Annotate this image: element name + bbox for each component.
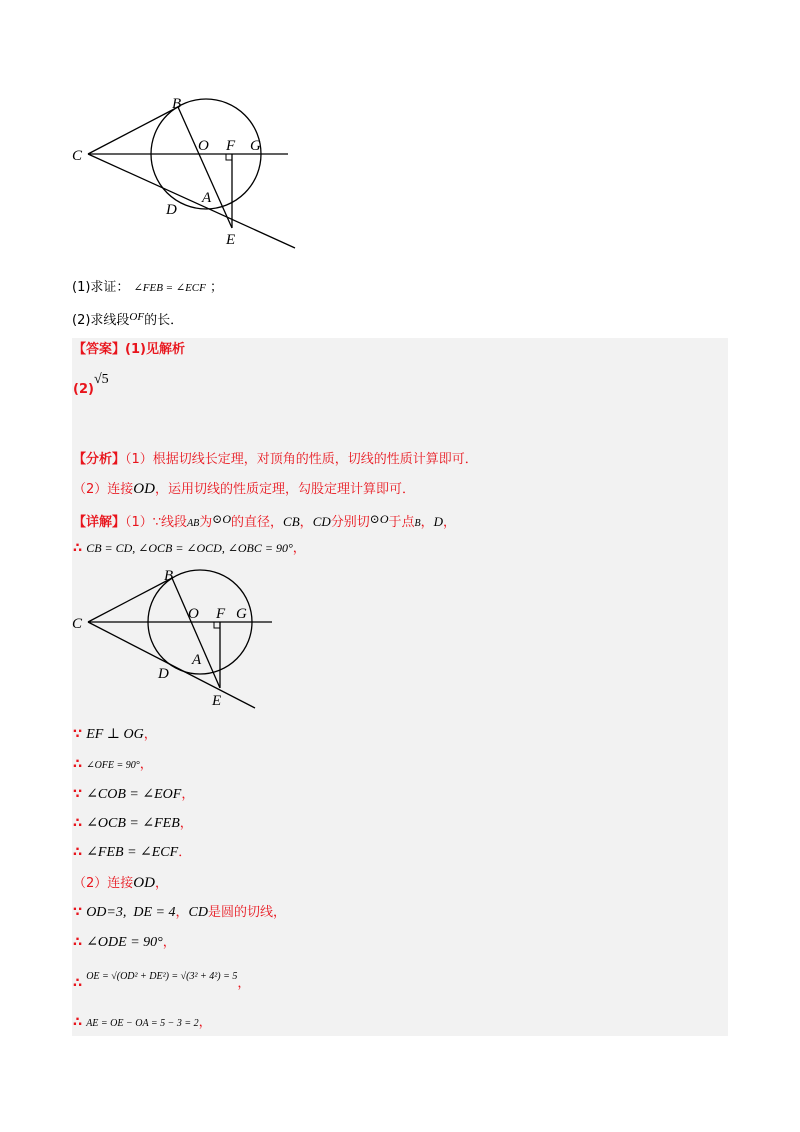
label-o-2: O: [188, 606, 199, 622]
question-1: (1)求证： ∠FEB = ∠ECF ；: [72, 280, 224, 295]
label-o: O: [198, 138, 209, 154]
answer-line-2: (2)√5: [73, 372, 109, 397]
label-f-2: F: [216, 606, 226, 622]
detail-line-8: （2）连接OD，: [73, 875, 168, 891]
question-2: (2)求线段$^{OF}$的长．: [72, 311, 184, 328]
detail-line-5: ∵ ∠COB = ∠EOF，: [73, 787, 195, 802]
detail-line-12: ∴ AE = OE − OA = 5 − 3 = 2，: [73, 1015, 212, 1030]
tangent-cb-2: [88, 578, 172, 622]
label-f: F: [226, 138, 236, 154]
analysis-line-2: （2）连接OD，运用切线的性质定理，勾股定理计算即可．: [73, 481, 415, 497]
analysis-line-1: 【分析】（1）根据切线长定理，对顶角的性质，切线的性质计算即可．: [73, 452, 478, 467]
detail-line-7: ∴ ∠FEB = ∠ECF．: [73, 845, 192, 860]
label-b-2: B: [164, 568, 174, 584]
label-c: C: [72, 148, 83, 164]
detail-line-4: ∴ ∠OFE = 90°，: [73, 757, 153, 772]
geometry-figure-top: [60, 90, 300, 255]
tangent-ce: [88, 154, 295, 248]
geometry-figure-detail: [60, 562, 300, 712]
right-angle-mark: [226, 154, 232, 160]
diameter-be: [178, 107, 232, 228]
label-e: E: [226, 232, 236, 248]
tangent-cb: [88, 107, 178, 154]
q2-math: OF: [129, 311, 145, 323]
answer-sqrt5: √5: [93, 372, 109, 387]
answer-line-1: 【答案】(1)见解析: [73, 342, 185, 357]
label-e-2: E: [212, 693, 222, 709]
label-c-2: C: [72, 616, 83, 632]
detail-line-9: ∵ OD=3, DE = 4，CD是圆的切线，: [73, 905, 286, 920]
q1-math: ∠FEB = ∠ECF: [133, 282, 206, 294]
label-a: A: [202, 190, 212, 206]
detail-line-11: ∴ OE = √(OD² + DE²) = √(3² + 4²) = 5，: [73, 971, 251, 991]
diameter-be-2: [172, 578, 220, 688]
label-g-2: G: [236, 606, 247, 622]
label-g: G: [250, 138, 261, 154]
detail-line-1: 【详解】（1）∵线段AB为⊙O的直径，CB，CD分别切⊙O于点B，D，: [73, 512, 457, 530]
label-a-2: A: [192, 652, 202, 668]
label-b: B: [172, 96, 182, 112]
detail-line-2: ∴ CB = CD, ∠OCB = ∠OCD, ∠OBC = 90°，: [73, 541, 306, 556]
label-d-2: D: [158, 666, 169, 682]
detail-line-10: ∴ ∠ODE = 90°，: [73, 935, 176, 950]
detail-line-3: ∵ EF ⊥ OG，: [73, 727, 157, 742]
right-angle-mark-2: [214, 622, 220, 628]
detail-line-6: ∴ ∠OCB = ∠FEB，: [73, 816, 193, 831]
label-d: D: [166, 202, 177, 218]
